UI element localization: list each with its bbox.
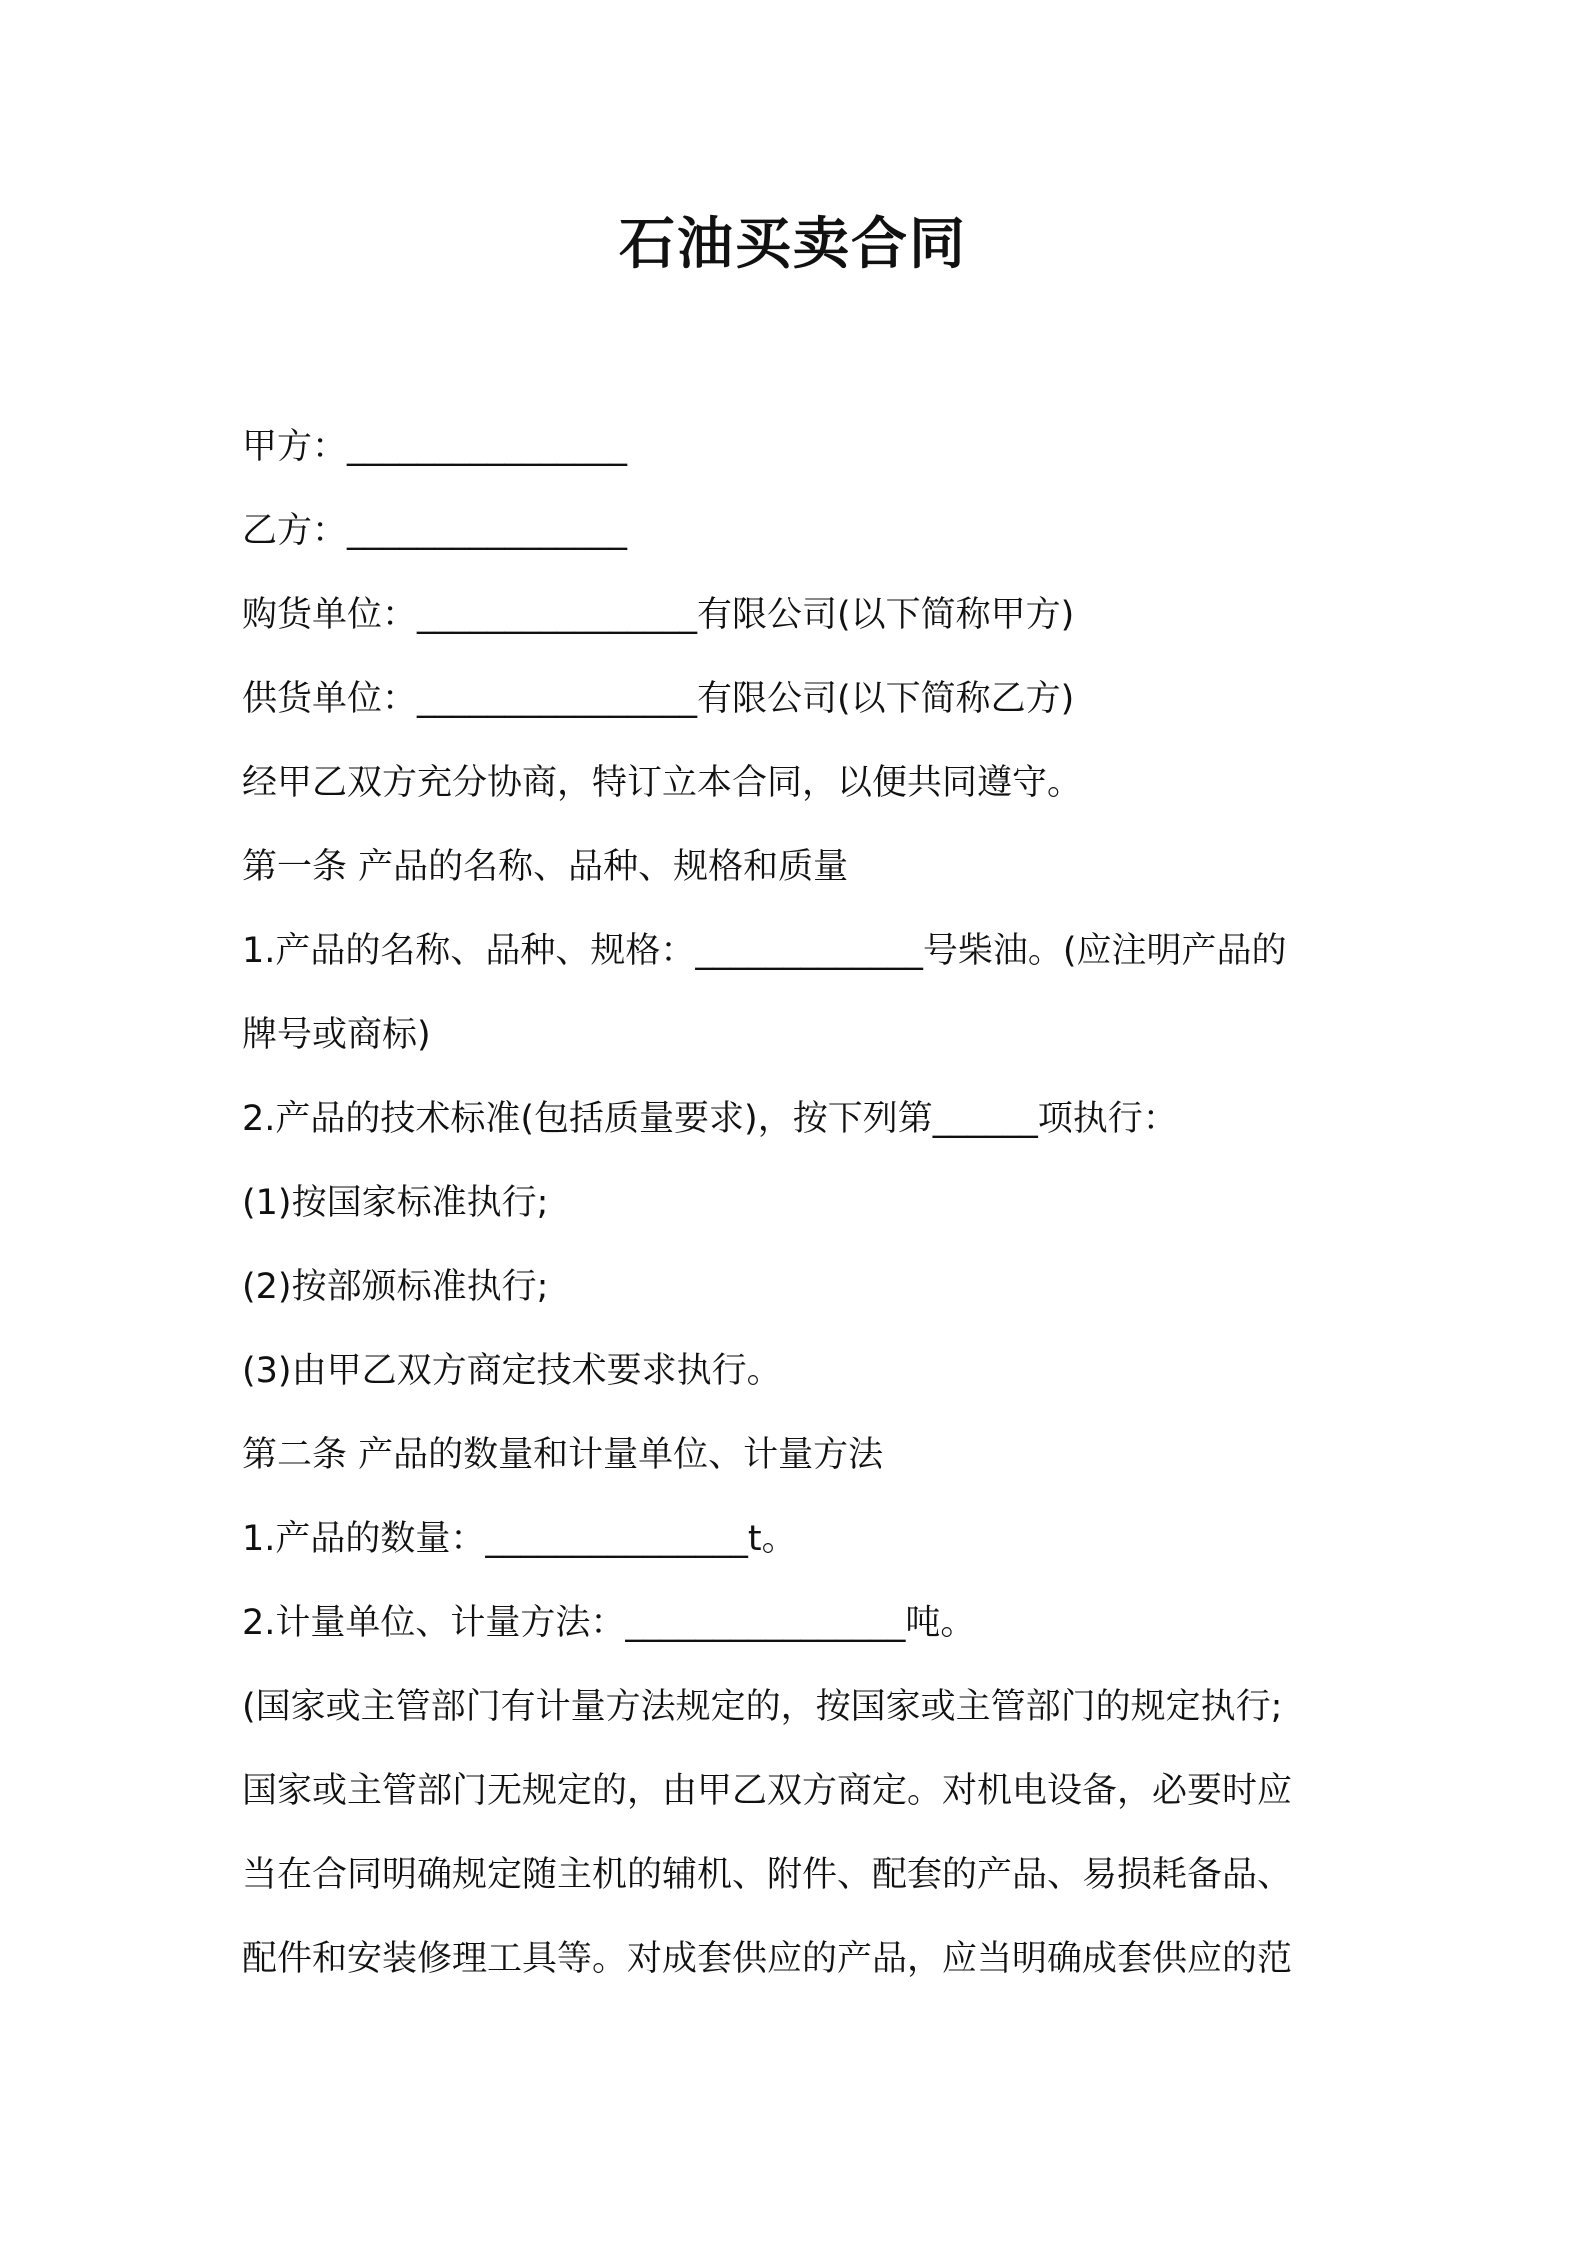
article-2-item-2: 2.计量单位、计量方法：________________吨。 — [242, 1603, 976, 1643]
article-1-item-2: 2.产品的技术标准(包括质量要求)，按下列第______项执行： — [242, 1099, 1178, 1139]
article-1-heading: 第一条 产品的名称、品种、规格和质量 — [242, 847, 849, 887]
note-line-2: 国家或主管部门无规定的，由甲乙双方商定。对机电设备，必要时应 — [242, 1771, 1293, 1811]
party-b-line: 乙方：________________ — [242, 511, 628, 551]
document-title: 石油买卖合同 — [619, 212, 967, 277]
article-1-item-1: 1.产品的名称、品种、规格：_____________号柴油。(应注明产品的 — [242, 931, 1287, 971]
preamble-line: 经甲乙双方充分协商，特订立本合同，以便共同遵守。 — [242, 763, 1083, 803]
party-a-line: 甲方：________________ — [242, 427, 628, 467]
note-line-3: 当在合同明确规定随主机的辅机、附件、配套的产品、易损耗备品、 — [242, 1855, 1293, 1895]
option-2-line: (2)按部颁标准执行; — [242, 1267, 549, 1307]
note-line-1: (国家或主管部门有计量方法规定的，按国家或主管部门的规定执行; — [242, 1687, 1283, 1727]
document-body — [242, 405, 1352, 2001]
note-line-4: 配件和安装修理工具等。对成套供应的产品，应当明确成套供应的范 — [242, 1939, 1293, 1979]
option-3-line: (3)由甲乙双方商定技术要求执行。 — [242, 1351, 782, 1391]
article-1-item-1-cont: 牌号或商标) — [242, 1015, 431, 1055]
article-2-item-1: 1.产品的数量：_______________t。 — [242, 1519, 797, 1559]
article-2-heading: 第二条 产品的数量和计量单位、计量方法 — [242, 1435, 884, 1475]
buyer-line: 购货单位：________________有限公司(以下简称甲方) — [242, 595, 1075, 635]
option-1-line: (1)按国家标准执行; — [242, 1183, 549, 1223]
supplier-line: 供货单位：________________有限公司(以下简称乙方) — [242, 679, 1075, 719]
